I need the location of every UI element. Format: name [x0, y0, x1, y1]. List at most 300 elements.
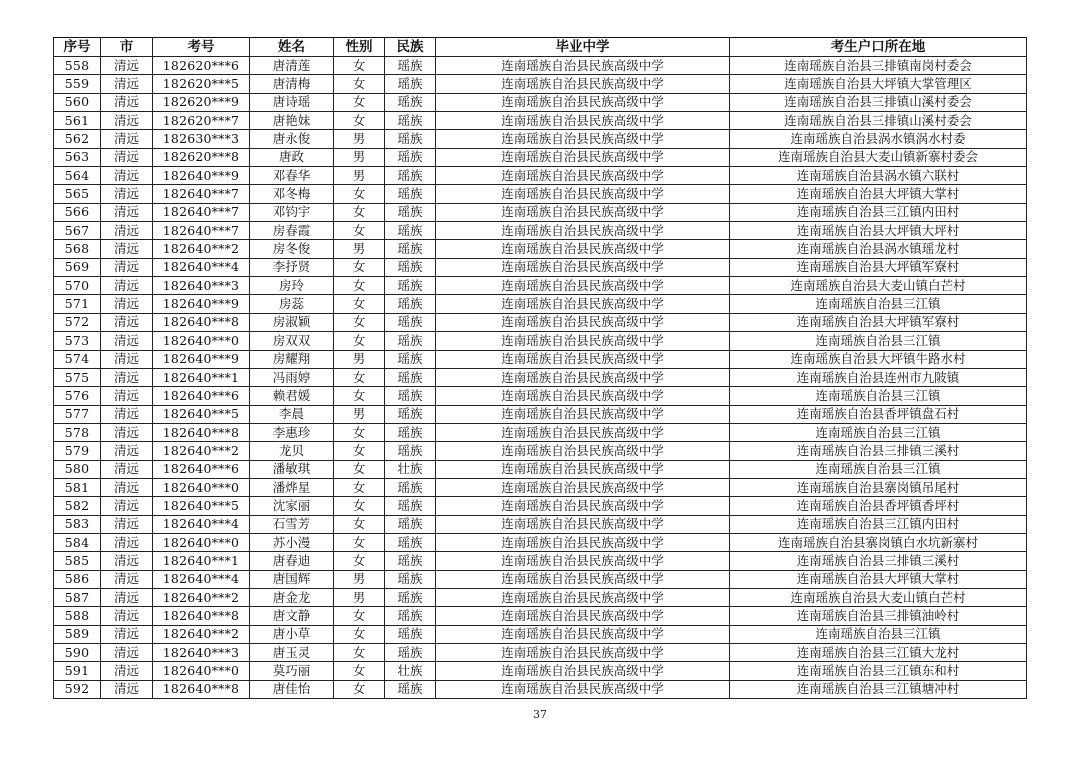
- cell-ethnicity: 瑶族: [385, 93, 436, 111]
- cell-gender: 男: [334, 167, 385, 185]
- cell-household: 连南瑶族自治县大坪镇牛路水村: [730, 350, 1027, 368]
- cell-ethnicity: 瑶族: [385, 625, 436, 643]
- cell-city: 清远: [101, 167, 153, 185]
- cell-city: 清远: [101, 368, 153, 386]
- cell-name: 唐春迪: [250, 552, 334, 570]
- cell-school: 连南瑶族自治县民族高级中学: [436, 680, 730, 698]
- cell-school: 连南瑶族自治县民族高级中学: [436, 442, 730, 460]
- cell-name: 潘烨星: [250, 478, 334, 496]
- cell-city: 清远: [101, 350, 153, 368]
- cell-city: 清远: [101, 93, 153, 111]
- cell-school: 连南瑶族自治县民族高级中学: [436, 203, 730, 221]
- cell-index: 585: [54, 552, 101, 570]
- cell-school: 连南瑶族自治县民族高级中学: [436, 460, 730, 478]
- cell-school: 连南瑶族自治县民族高级中学: [436, 222, 730, 240]
- cell-school: 连南瑶族自治县民族高级中学: [436, 497, 730, 515]
- cell-city: 清远: [101, 442, 153, 460]
- cell-household: 连南瑶族自治县三江镇: [730, 295, 1027, 313]
- cell-city: 清远: [101, 533, 153, 551]
- cell-exam-number: 182640***4: [153, 258, 250, 276]
- table-row: [54, 570, 1027, 588]
- cell-index: 590: [54, 644, 101, 662]
- cell-index: 580: [54, 460, 101, 478]
- cell-school: 连南瑶族自治县民族高级中学: [436, 570, 730, 588]
- table-row: [54, 240, 1027, 258]
- cell-household: 连南瑶族自治县大坪镇大掌村: [730, 570, 1027, 588]
- cell-index: 565: [54, 185, 101, 203]
- table-row: [54, 478, 1027, 496]
- cell-name: 龙贝: [250, 442, 334, 460]
- cell-index: 581: [54, 478, 101, 496]
- cell-exam-number: 182640***5: [153, 497, 250, 515]
- cell-name: 唐诗瑶: [250, 93, 334, 111]
- cell-index: 577: [54, 405, 101, 423]
- cell-ethnicity: 瑶族: [385, 75, 436, 93]
- cell-gender: 女: [334, 460, 385, 478]
- table-body: [54, 57, 1027, 699]
- cell-gender: 男: [334, 350, 385, 368]
- table-row: [54, 533, 1027, 551]
- cell-ethnicity: 瑶族: [385, 167, 436, 185]
- cell-name: 唐清梅: [250, 75, 334, 93]
- cell-ethnicity: 瑶族: [385, 644, 436, 662]
- cell-index: 586: [54, 570, 101, 588]
- table-row: [54, 148, 1027, 166]
- cell-ethnicity: 瑶族: [385, 203, 436, 221]
- cell-exam-number: 182630***3: [153, 130, 250, 148]
- cell-household: 连南瑶族自治县三排镇南岗村委会: [730, 57, 1027, 75]
- table-row: [54, 332, 1027, 350]
- cell-school: 连南瑶族自治县民族高级中学: [436, 478, 730, 496]
- cell-ethnicity: 瑶族: [385, 277, 436, 295]
- table-row: [54, 497, 1027, 515]
- cell-household: 连南瑶族自治县三江镇: [730, 460, 1027, 478]
- table-row: [54, 350, 1027, 368]
- table-row: [54, 57, 1027, 75]
- cell-school: 连南瑶族自治县民族高级中学: [436, 295, 730, 313]
- cell-household: 连南瑶族自治县三江镇内田村: [730, 515, 1027, 533]
- table-row: [54, 680, 1027, 698]
- cell-ethnicity: 瑶族: [385, 240, 436, 258]
- header-city: 市: [101, 38, 153, 57]
- cell-city: 清远: [101, 423, 153, 441]
- cell-name: 唐玉灵: [250, 644, 334, 662]
- cell-gender: 女: [334, 93, 385, 111]
- table-row: [54, 405, 1027, 423]
- cell-gender: 男: [334, 130, 385, 148]
- cell-index: 568: [54, 240, 101, 258]
- cell-gender: 男: [334, 148, 385, 166]
- cell-city: 清远: [101, 497, 153, 515]
- cell-name: 唐文静: [250, 607, 334, 625]
- cell-index: 587: [54, 588, 101, 606]
- cell-index: 562: [54, 130, 101, 148]
- cell-index: 579: [54, 442, 101, 460]
- cell-household: 连南瑶族自治县三江镇: [730, 423, 1027, 441]
- cell-ethnicity: 瑶族: [385, 185, 436, 203]
- cell-exam-number: 182640***1: [153, 368, 250, 386]
- cell-city: 清远: [101, 588, 153, 606]
- cell-index: 567: [54, 222, 101, 240]
- cell-household: 连南瑶族自治县寨岗镇吊尾村: [730, 478, 1027, 496]
- cell-name: 邓钧宇: [250, 203, 334, 221]
- cell-school: 连南瑶族自治县民族高级中学: [436, 662, 730, 680]
- cell-city: 清远: [101, 460, 153, 478]
- cell-school: 连南瑶族自治县民族高级中学: [436, 240, 730, 258]
- cell-household: 连南瑶族自治县三江镇内田村: [730, 203, 1027, 221]
- cell-school: 连南瑶族自治县民族高级中学: [436, 515, 730, 533]
- cell-gender: 男: [334, 588, 385, 606]
- cell-name: 房淑颖: [250, 313, 334, 331]
- cell-household: 连南瑶族自治县大麦山镇新寨村委会: [730, 148, 1027, 166]
- cell-city: 清远: [101, 644, 153, 662]
- cell-name: 邓冬梅: [250, 185, 334, 203]
- table-row: [54, 644, 1027, 662]
- table-row: [54, 423, 1027, 441]
- cell-gender: 女: [334, 533, 385, 551]
- cell-household: 连南瑶族自治县三排镇山溪村委会: [730, 112, 1027, 130]
- table-row: [54, 460, 1027, 478]
- cell-ethnicity: 瑶族: [385, 387, 436, 405]
- cell-school: 连南瑶族自治县民族高级中学: [436, 93, 730, 111]
- cell-household: 连南瑶族自治县三江镇: [730, 332, 1027, 350]
- cell-city: 清远: [101, 515, 153, 533]
- cell-ethnicity: 瑶族: [385, 442, 436, 460]
- table-header: [54, 38, 1027, 57]
- cell-index: 572: [54, 313, 101, 331]
- cell-household: 连南瑶族自治县大坪镇军寮村: [730, 258, 1027, 276]
- cell-name: 赖君媛: [250, 387, 334, 405]
- cell-household: 连南瑶族自治县香坪镇香坪村: [730, 497, 1027, 515]
- cell-gender: 女: [334, 423, 385, 441]
- cell-index: 575: [54, 368, 101, 386]
- cell-exam-number: 182640***8: [153, 607, 250, 625]
- cell-school: 连南瑶族自治县民族高级中学: [436, 313, 730, 331]
- cell-index: 576: [54, 387, 101, 405]
- cell-ethnicity: 瑶族: [385, 295, 436, 313]
- header-ethnicity: 民族: [385, 38, 436, 57]
- cell-name: 唐佳怡: [250, 680, 334, 698]
- cell-household: 连南瑶族自治县大坪镇大掌村: [730, 185, 1027, 203]
- cell-city: 清远: [101, 130, 153, 148]
- cell-city: 清远: [101, 277, 153, 295]
- cell-household: 连南瑶族自治县涡水镇瑶龙村: [730, 240, 1027, 258]
- cell-exam-number: 182640***1: [153, 552, 250, 570]
- cell-city: 清远: [101, 387, 153, 405]
- cell-index: 574: [54, 350, 101, 368]
- cell-name: 房玲: [250, 277, 334, 295]
- cell-name: 房双双: [250, 332, 334, 350]
- cell-school: 连南瑶族自治县民族高级中学: [436, 75, 730, 93]
- cell-name: 房冬俊: [250, 240, 334, 258]
- cell-city: 清远: [101, 295, 153, 313]
- cell-name: 唐清莲: [250, 57, 334, 75]
- cell-household: 连南瑶族自治县三排镇三溪村: [730, 552, 1027, 570]
- cell-gender: 女: [334, 607, 385, 625]
- cell-ethnicity: 瑶族: [385, 552, 436, 570]
- cell-gender: 女: [334, 75, 385, 93]
- cell-city: 清远: [101, 75, 153, 93]
- cell-household: 连南瑶族自治县大麦山镇白芒村: [730, 588, 1027, 606]
- cell-index: 578: [54, 423, 101, 441]
- cell-city: 清远: [101, 332, 153, 350]
- table-row: [54, 185, 1027, 203]
- cell-school: 连南瑶族自治县民族高级中学: [436, 405, 730, 423]
- cell-exam-number: 182640***0: [153, 478, 250, 496]
- cell-ethnicity: 瑶族: [385, 313, 436, 331]
- cell-city: 清远: [101, 148, 153, 166]
- cell-name: 房春霞: [250, 222, 334, 240]
- cell-gender: 女: [334, 277, 385, 295]
- cell-index: 589: [54, 625, 101, 643]
- cell-school: 连南瑶族自治县民族高级中学: [436, 148, 730, 166]
- cell-exam-number: 182640***8: [153, 680, 250, 698]
- cell-gender: 女: [334, 515, 385, 533]
- cell-household: 连南瑶族自治县涡水镇涡水村委: [730, 130, 1027, 148]
- cell-name: 唐艳妹: [250, 112, 334, 130]
- table-row: [54, 258, 1027, 276]
- cell-household: 连南瑶族自治县三江镇: [730, 625, 1027, 643]
- cell-name: 唐永俊: [250, 130, 334, 148]
- cell-name: 唐政: [250, 148, 334, 166]
- table-row: [54, 625, 1027, 643]
- cell-school: 连南瑶族自治县民族高级中学: [436, 588, 730, 606]
- cell-school: 连南瑶族自治县民族高级中学: [436, 607, 730, 625]
- cell-gender: 女: [334, 680, 385, 698]
- cell-index: 573: [54, 332, 101, 350]
- cell-exam-number: 182640***0: [153, 662, 250, 680]
- cell-name: 沈家丽: [250, 497, 334, 515]
- cell-city: 清远: [101, 570, 153, 588]
- cell-ethnicity: 瑶族: [385, 222, 436, 240]
- cell-city: 清远: [101, 478, 153, 496]
- cell-exam-number: 182620***5: [153, 75, 250, 93]
- cell-city: 清远: [101, 625, 153, 643]
- cell-gender: 男: [334, 570, 385, 588]
- cell-household: 连南瑶族自治县三排镇山溪村委会: [730, 93, 1027, 111]
- header-exam-number: 考号: [153, 38, 250, 57]
- cell-household: 连南瑶族自治县大坪镇大掌管理区: [730, 75, 1027, 93]
- cell-gender: 女: [334, 185, 385, 203]
- table-row: [54, 662, 1027, 680]
- cell-city: 清远: [101, 240, 153, 258]
- cell-index: 591: [54, 662, 101, 680]
- cell-index: 564: [54, 167, 101, 185]
- cell-school: 连南瑶族自治县民族高级中学: [436, 368, 730, 386]
- cell-gender: 女: [334, 368, 385, 386]
- cell-ethnicity: 瑶族: [385, 515, 436, 533]
- cell-city: 清远: [101, 185, 153, 203]
- cell-gender: 女: [334, 295, 385, 313]
- cell-gender: 女: [334, 387, 385, 405]
- cell-exam-number: 182640***7: [153, 203, 250, 221]
- cell-ethnicity: 瑶族: [385, 258, 436, 276]
- cell-exam-number: 182640***4: [153, 570, 250, 588]
- table-row: [54, 607, 1027, 625]
- cell-gender: 女: [334, 662, 385, 680]
- table-row: [54, 295, 1027, 313]
- cell-household: 连南瑶族自治县香坪镇盘石村: [730, 405, 1027, 423]
- cell-school: 连南瑶族自治县民族高级中学: [436, 185, 730, 203]
- cell-household: 连南瑶族自治县三江镇塘冲村: [730, 680, 1027, 698]
- cell-gender: 女: [334, 625, 385, 643]
- cell-gender: 女: [334, 57, 385, 75]
- cell-city: 清远: [101, 222, 153, 240]
- table-row: [54, 515, 1027, 533]
- cell-ethnicity: 瑶族: [385, 332, 436, 350]
- cell-exam-number: 182640***8: [153, 423, 250, 441]
- cell-index: 582: [54, 497, 101, 515]
- cell-index: 570: [54, 277, 101, 295]
- cell-school: 连南瑶族自治县民族高级中学: [436, 258, 730, 276]
- cell-name: 邓春华: [250, 167, 334, 185]
- cell-gender: 女: [334, 203, 385, 221]
- cell-gender: 女: [334, 258, 385, 276]
- header-name: 姓名: [250, 38, 334, 57]
- cell-name: 唐金龙: [250, 588, 334, 606]
- cell-exam-number: 182640***9: [153, 295, 250, 313]
- cell-gender: 男: [334, 405, 385, 423]
- cell-name: 冯雨婷: [250, 368, 334, 386]
- cell-school: 连南瑶族自治县民族高级中学: [436, 277, 730, 295]
- cell-city: 清远: [101, 313, 153, 331]
- cell-household: 连南瑶族自治县涡水镇六联村: [730, 167, 1027, 185]
- cell-exam-number: 182640***2: [153, 240, 250, 258]
- cell-school: 连南瑶族自治县民族高级中学: [436, 57, 730, 75]
- cell-ethnicity: 瑶族: [385, 405, 436, 423]
- cell-city: 清远: [101, 57, 153, 75]
- cell-household: 连南瑶族自治县三排镇三溪村: [730, 442, 1027, 460]
- cell-school: 连南瑶族自治县民族高级中学: [436, 350, 730, 368]
- cell-school: 连南瑶族自治县民族高级中学: [436, 167, 730, 185]
- header-row: [54, 38, 1027, 57]
- table-row: [54, 93, 1027, 111]
- cell-school: 连南瑶族自治县民族高级中学: [436, 387, 730, 405]
- cell-index: 558: [54, 57, 101, 75]
- cell-household: 连南瑶族自治县三排镇油岭村: [730, 607, 1027, 625]
- cell-name: 潘敏琪: [250, 460, 334, 478]
- student-list-table: [53, 37, 1027, 699]
- cell-name: 唐小草: [250, 625, 334, 643]
- cell-index: 569: [54, 258, 101, 276]
- header-index: 序号: [54, 38, 101, 57]
- cell-exam-number: 182640***9: [153, 167, 250, 185]
- cell-exam-number: 182640***2: [153, 588, 250, 606]
- cell-exam-number: 182640***4: [153, 515, 250, 533]
- cell-gender: 女: [334, 478, 385, 496]
- table-row: [54, 75, 1027, 93]
- cell-index: 566: [54, 203, 101, 221]
- cell-household: 连南瑶族自治县连州市九陂镇: [730, 368, 1027, 386]
- cell-exam-number: 182620***7: [153, 112, 250, 130]
- table-row: [54, 203, 1027, 221]
- cell-name: 石雪芳: [250, 515, 334, 533]
- cell-household: 连南瑶族自治县三江镇: [730, 387, 1027, 405]
- cell-index: 571: [54, 295, 101, 313]
- cell-index: 563: [54, 148, 101, 166]
- cell-city: 清远: [101, 607, 153, 625]
- header-school: 毕业中学: [436, 38, 730, 57]
- cell-ethnicity: 瑶族: [385, 350, 436, 368]
- cell-name: 苏小漫: [250, 533, 334, 551]
- cell-exam-number: 182640***0: [153, 332, 250, 350]
- cell-index: 561: [54, 112, 101, 130]
- cell-household: 连南瑶族自治县大坪镇大坪村: [730, 222, 1027, 240]
- cell-gender: 女: [334, 313, 385, 331]
- cell-name: 唐国辉: [250, 570, 334, 588]
- cell-exam-number: 182640***6: [153, 460, 250, 478]
- cell-school: 连南瑶族自治县民族高级中学: [436, 552, 730, 570]
- cell-city: 清远: [101, 258, 153, 276]
- header-gender: 性别: [334, 38, 385, 57]
- cell-school: 连南瑶族自治县民族高级中学: [436, 533, 730, 551]
- cell-ethnicity: 瑶族: [385, 423, 436, 441]
- cell-ethnicity: 瑶族: [385, 112, 436, 130]
- cell-school: 连南瑶族自治县民族高级中学: [436, 423, 730, 441]
- cell-name: 莫巧丽: [250, 662, 334, 680]
- cell-exam-number: 182640***3: [153, 277, 250, 295]
- cell-exam-number: 182640***6: [153, 387, 250, 405]
- table-row: [54, 222, 1027, 240]
- cell-school: 连南瑶族自治县民族高级中学: [436, 112, 730, 130]
- table-row: [54, 277, 1027, 295]
- cell-household: 连南瑶族自治县三江镇东和村: [730, 662, 1027, 680]
- cell-ethnicity: 瑶族: [385, 497, 436, 515]
- table-row: [54, 588, 1027, 606]
- cell-ethnicity: 瑶族: [385, 570, 436, 588]
- cell-exam-number: 182640***7: [153, 185, 250, 203]
- cell-index: 583: [54, 515, 101, 533]
- cell-gender: 女: [334, 112, 385, 130]
- cell-city: 清远: [101, 203, 153, 221]
- cell-gender: 女: [334, 497, 385, 515]
- table-row: [54, 112, 1027, 130]
- cell-household: 连南瑶族自治县大坪镇军寮村: [730, 313, 1027, 331]
- header-household: 考生户口所在地: [730, 38, 1027, 57]
- cell-ethnicity: 瑶族: [385, 148, 436, 166]
- cell-index: 559: [54, 75, 101, 93]
- cell-household: 连南瑶族自治县三江镇大龙村: [730, 644, 1027, 662]
- cell-exam-number: 182640***3: [153, 644, 250, 662]
- cell-name: 李抒贤: [250, 258, 334, 276]
- cell-exam-number: 182640***2: [153, 625, 250, 643]
- cell-school: 连南瑶族自治县民族高级中学: [436, 332, 730, 350]
- cell-ethnicity: 瑶族: [385, 680, 436, 698]
- cell-household: 连南瑶族自治县寨岗镇白水坑新寨村: [730, 533, 1027, 551]
- cell-gender: 女: [334, 644, 385, 662]
- cell-gender: 女: [334, 552, 385, 570]
- table-row: [54, 313, 1027, 331]
- cell-ethnicity: 瑶族: [385, 130, 436, 148]
- cell-city: 清远: [101, 680, 153, 698]
- cell-name: 房耀翔: [250, 350, 334, 368]
- cell-exam-number: 182640***2: [153, 442, 250, 460]
- table-row: [54, 167, 1027, 185]
- cell-gender: 女: [334, 222, 385, 240]
- cell-exam-number: 182620***9: [153, 93, 250, 111]
- cell-exam-number: 182640***7: [153, 222, 250, 240]
- cell-school: 连南瑶族自治县民族高级中学: [436, 130, 730, 148]
- cell-ethnicity: 瑶族: [385, 57, 436, 75]
- cell-city: 清远: [101, 552, 153, 570]
- table-row: [54, 130, 1027, 148]
- cell-index: 588: [54, 607, 101, 625]
- cell-city: 清远: [101, 662, 153, 680]
- cell-ethnicity: 瑶族: [385, 607, 436, 625]
- cell-city: 清远: [101, 405, 153, 423]
- cell-school: 连南瑶族自治县民族高级中学: [436, 625, 730, 643]
- cell-household: 连南瑶族自治县大麦山镇白芒村: [730, 277, 1027, 295]
